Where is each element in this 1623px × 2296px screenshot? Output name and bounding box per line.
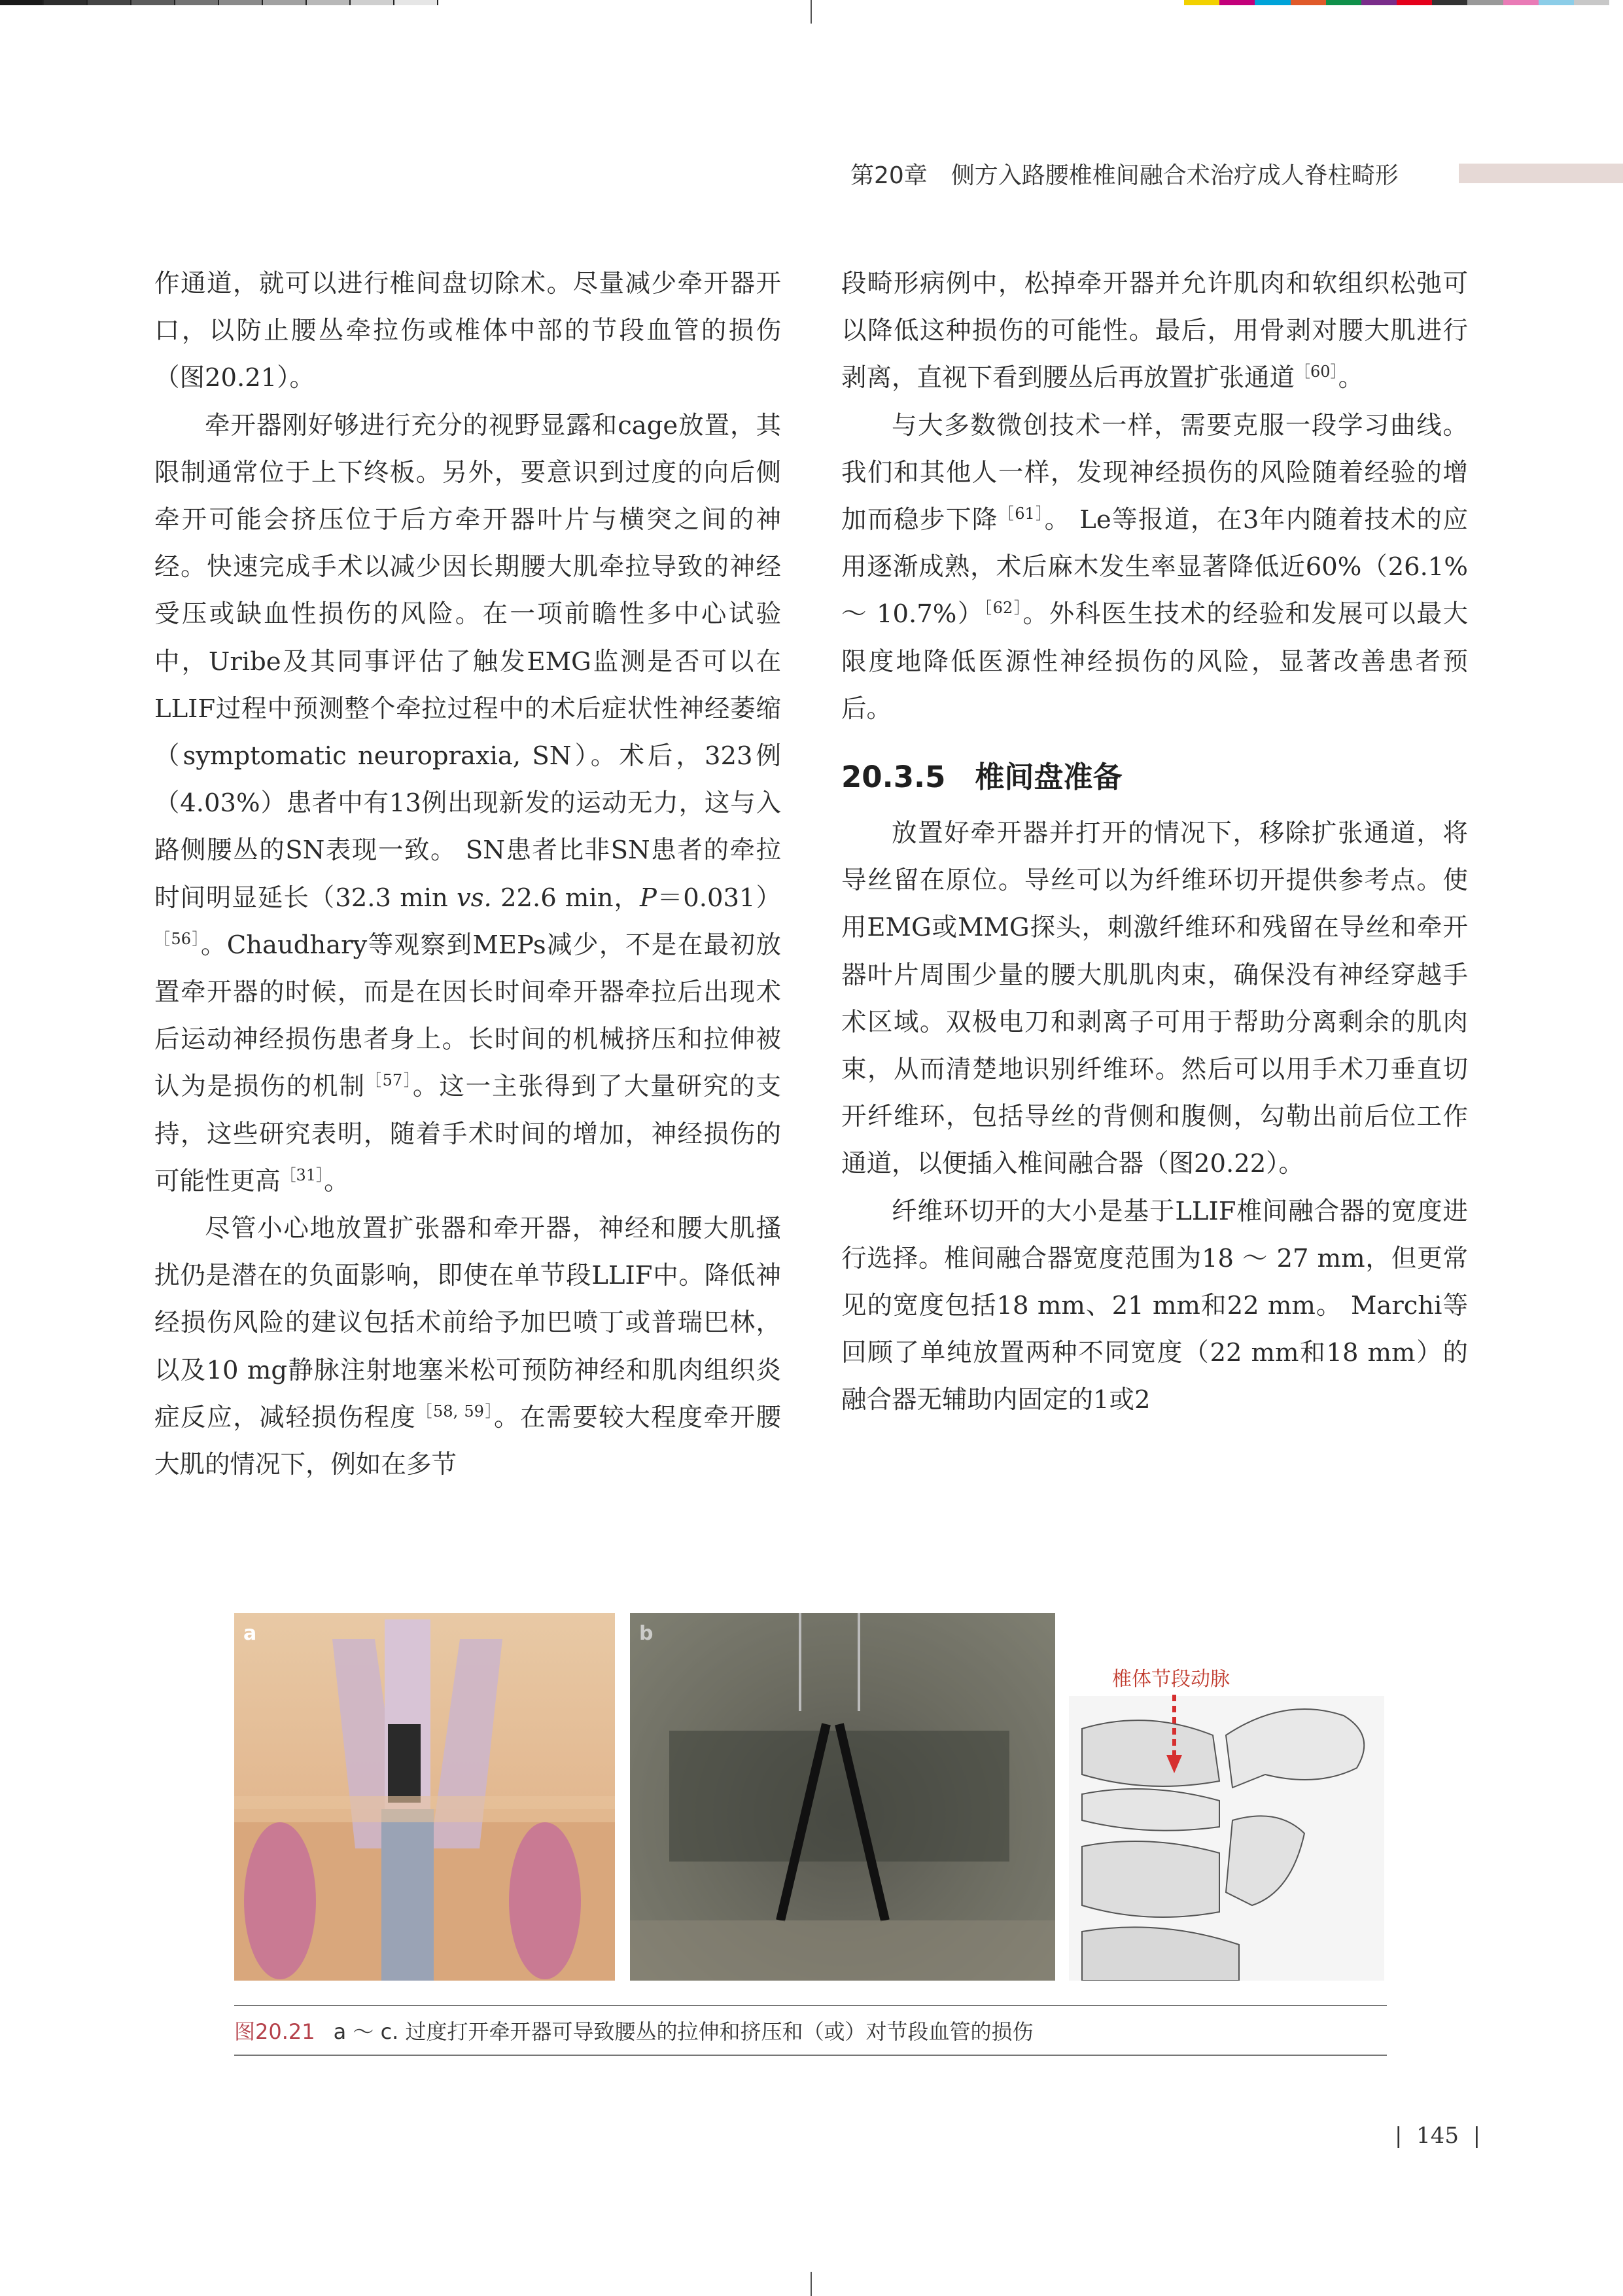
caption-text: a ～ c. 过度打开牵开器可导致腰丛的拉伸和挤压和（或）对节段血管的损伤 <box>333 2019 1034 2044</box>
caption-number: 图20.21 <box>234 2019 315 2044</box>
citation: ［61］ <box>998 504 1045 523</box>
calibration-swatch <box>1326 0 1361 5</box>
right-column <box>841 260 1468 1424</box>
panel-label: a <box>243 1622 257 1645</box>
caption-rule-top <box>234 2005 1387 2006</box>
calibration-swatch <box>1503 0 1539 5</box>
paragraph: 与大多数微创技术一样，需要克服一段学习曲线。我们和其他人一样，发现神经损伤的风险随着经验的增加而稳步下降$^{[61]}$。 Le等报道，在3年内随着技术的应用逐渐成熟，术后麻木发生率显著降低近60%（26.1% ～ 10.7%）$^{[62]}$。外科医生技术的经验和发展可以最大限度地降低医源性神经损伤的风险，显著改善患者预后。 <box>841 410 1468 724</box>
citation: ［31］ <box>280 1165 324 1184</box>
spine-drawing <box>1069 1696 1384 1981</box>
citation: ［60］ <box>1295 362 1338 381</box>
paragraph: 尽管小心地放置扩张器和牵开器，神经和腰大肌搔扰仍是潜在的负面影响，即使在单节段LLIF中。降低神经损伤风险的建议包括术前给予加巴喷丁或普瑞巴林，以及10 mg静脉注射地塞米松可预防神经和肌肉组织炎症反应，减轻损伤程度$^{[58, 59]}$。在需要较大程度牵开腰大肌的情况下，例如在多节 <box>154 1214 781 1480</box>
left-column <box>154 260 781 1489</box>
citation: ［62］ <box>984 599 1023 618</box>
calibration-swatch <box>1397 0 1432 5</box>
calibration-swatch <box>1219 0 1255 5</box>
calibration-swatch <box>1291 0 1326 5</box>
running-header: 第20章 侧方入路腰椎椎间融合术治疗成人脊柱畸形 <box>850 162 1399 189</box>
artery-annotation: 椎体节段动脉 <box>1112 1668 1230 1691</box>
color-calibration-bar <box>1184 0 1609 5</box>
paragraph: 放置好牵开器并打开的情况下，移除扩张通道，将导丝留在原位。导丝可以为纤维环切开提供参考点。使用EMG或MMG探头，刺激纤维环和残留在导丝和牵开器叶片周围少量的腰大肌肌肉束，确保没有神经穿越手术区域。双极电刀和剥离子可用于帮助分离剩余的肌肉束，从而清楚地识别纤维环。然后可以用手术刀垂直切开纤维环，包括导丝的背侧和腹侧，勾勒出前后位工作通道，以便插入椎间融合器（图20.22）。 <box>841 819 1468 1179</box>
calibration-swatch <box>1255 0 1290 5</box>
panel-label: b <box>639 1622 654 1645</box>
figure-panel-a <box>234 1613 615 1981</box>
paragraph: 段畸形病例中，松掉牵开器并允许肌肉和软组织松弛可以降低这种损伤的可能性。最后，用骨剥对腰大肌进行剥离，直视下看到腰丛后再放置扩张通道$^{[60]}$。 <box>841 269 1468 393</box>
calibration-swatch <box>1467 0 1503 5</box>
trim-mark-bottom <box>811 2272 812 2296</box>
paragraph: 牵开器刚好够进行充分的视野显露和cage放置，其限制通常位于上下终板。另外，要意识到过度的向后侧牵开可能会挤压位于后方牵开器叶片与横突之间的神经。快速完成手术以减少因长期腰大肌牵拉导致的神经受压或缺血性损伤的风险。在一项前瞻性多中心试验中，Uribe及其同事评估了触发EMG监测是否可以在LLIF过程中预测整个牵拉过程中的术后症状性神经萎缩（symptomatic neuropraxia, SN）。术后，323例（4.03%）患者中有13例出现新发的运动无力，这与入路侧腰丛的SN表现一致。 SN患者比非SN患者的牵拉时间明显延长（32.3 min vs. 22.6 min，P＝0.031）$^{[56]}$。Chaudhary等观察到MEPs减少，不是在最初放置牵开器的时候，而是在因长时间牵开器牵拉后出现术后运动神经损伤患者身上。长时间的机械挤压和拉伸被认为是损伤的机制$^{[57]}$。这一主张得到了大量研究的支持，这些研究表明，随着手术时间的增加，神经损伤的可能性更高$^{[31]}$。 <box>154 410 781 1196</box>
calibration-swatch <box>1361 0 1397 5</box>
calibration-swatch <box>1184 0 1219 5</box>
page-number: | 145 | <box>1395 2123 1481 2149</box>
paragraph: 纤维环切开的大小是基于LLIF椎间融合器的宽度进行选择。椎间融合器宽度范围为18 ～ 27 mm，但更常见的宽度包括18 mm、21 mm和22 mm。 Marchi等回顾了单纯放置两种不同宽度（22 mm和18 mm）的融合器无辅助内固定的1或2 <box>841 1196 1468 1415</box>
retractor-illustration <box>234 1613 615 1981</box>
citation: ［56］ <box>154 929 201 948</box>
figure-panel-b <box>630 1613 1055 1981</box>
paragraph: 作通道，就可以进行椎间盘切除术。尽量减少牵开器开口，以防止腰丛牵拉伤或椎体中部的节段血管的损伤（图20.21）。 <box>154 269 781 393</box>
trim-mark-top <box>811 0 812 24</box>
section-heading: 20.3.5 椎间盘准备 <box>841 760 1123 795</box>
citation: ［58, 59］ <box>416 1402 495 1421</box>
caption-rule-bottom <box>234 2055 1387 2056</box>
fluoroscopy-image <box>630 1613 1055 1981</box>
calibration-swatch <box>1539 0 1574 5</box>
figure-panel-c <box>1069 1696 1384 1981</box>
artery-arrow <box>1164 1695 1184 1780</box>
header-band <box>1459 164 1623 183</box>
calibration-swatch <box>1574 0 1609 5</box>
calibration-swatch <box>1432 0 1467 5</box>
figure-caption <box>234 2015 1034 2045</box>
citation: ［57］ <box>365 1071 413 1090</box>
grayscale-calibration-bar <box>0 0 438 5</box>
